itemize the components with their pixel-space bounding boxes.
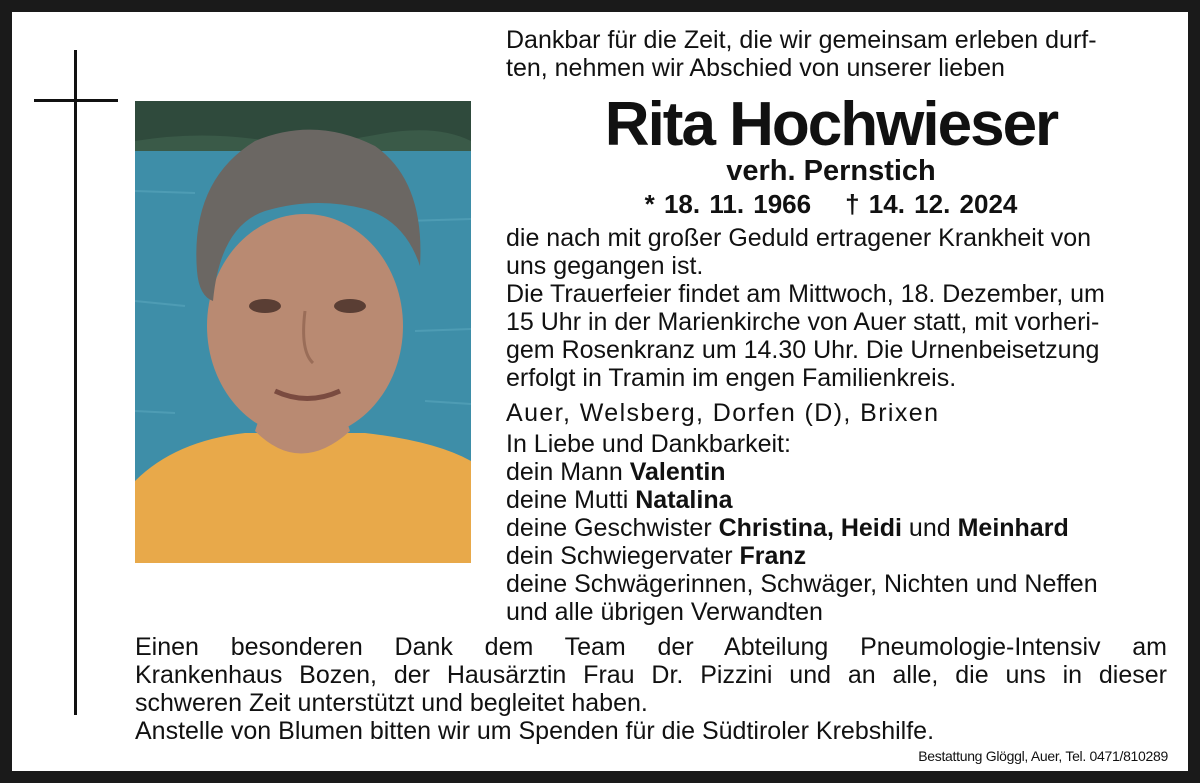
body-line: erfolgt in Tramin im engen Familienkreis. [506, 364, 957, 392]
cross-icon [74, 50, 77, 715]
thanks-line: Einen besonderen Dank dem Team der Abteilung Pneumologie-Intensiv am [135, 633, 1167, 661]
body-line: uns gegangen ist. [506, 252, 704, 280]
mourners-intro: In Liebe und Dankbarkeit: [506, 430, 791, 458]
announcement-text [506, 224, 1105, 392]
body-line: 15 Uhr in der Marienkirche von Auer statt, mit vorheri- [506, 308, 1100, 336]
body-line: gem Rosenkranz um 14.30 Uhr. Die Urnenbeisetzung [506, 336, 1100, 364]
mourner-in-laws: deine Schwägerinnen, Schwäger, Nichten und Neffen [506, 570, 1098, 598]
body-line: Die Trauerfeier findet am Mittwoch, 18. Dezember, um [506, 280, 1105, 308]
thanks-line: schweren Zeit unterstützt und begleitet haben. [135, 689, 648, 717]
body-line: die nach mit großer Geduld ertragener Krankheit von [506, 224, 1092, 252]
mourner-father-in-law: dein Schwiegervater Franz [506, 542, 807, 570]
mourner-siblings: deine Geschwister Christina, Heidi und Meinhard [506, 514, 1069, 542]
funeral-home: Bestattung Glöggl, Auer, Tel. 0471/810289 [918, 748, 1168, 764]
places-line: Auer, Welsberg, Dorfen (D), Brixen [506, 399, 940, 427]
portrait-photo [135, 101, 471, 563]
married-name: verh. Pernstich [726, 155, 936, 187]
deceased-name: Rita Hochwieser [604, 90, 1058, 159]
mourners-list [506, 430, 1098, 626]
mourner-husband: dein Mann Valentin [506, 458, 726, 486]
cross-icon-bar [34, 99, 118, 102]
mourner-relatives: und alle übrigen Verwandten [506, 598, 823, 626]
thanks-text [135, 633, 1167, 745]
intro-line: ten, nehmen wir Abschied von unserer lieben [506, 54, 1005, 82]
thanks-line: Krankenhaus Bozen, der Hausärztin Frau Dr. Pizzini und an alle, die uns in dieser [135, 661, 1167, 689]
intro-text [506, 26, 1097, 82]
life-dates [507, 188, 1155, 220]
obituary-card [12, 12, 1188, 771]
death-date: † 14. 12. 2024 [845, 189, 1018, 219]
mourner-mother: deine Mutti Natalina [506, 486, 733, 514]
donation-line: Anstelle von Blumen bitten wir um Spenden für die Südtiroler Krebshilfe. [135, 717, 935, 745]
intro-line: Dankbar für die Zeit, die wir gemeinsam erleben durf- [506, 26, 1097, 54]
birth-date: * 18. 11. 1966 [644, 189, 812, 219]
